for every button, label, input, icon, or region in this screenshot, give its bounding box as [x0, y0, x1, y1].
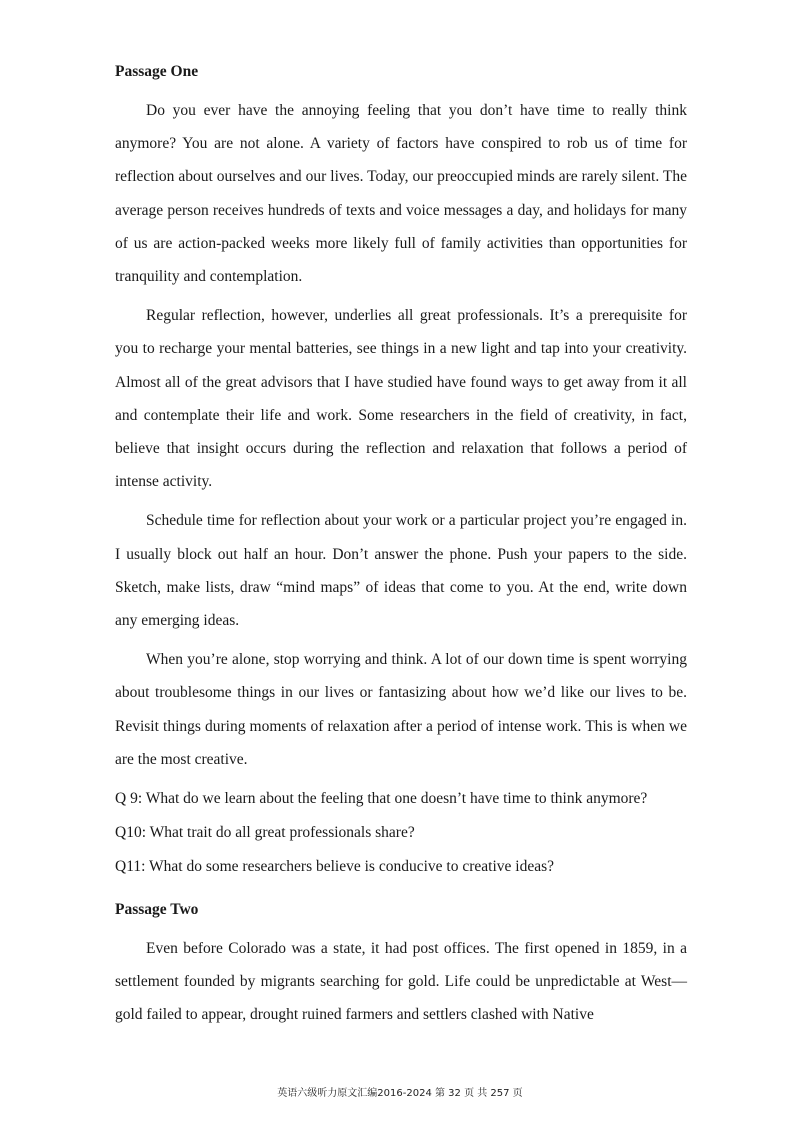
paragraph: When you’re alone, stop worrying and think. A lot of our down time is spent worrying about troublesome things in our lives or fantasizing about how we’d like our lives to be. Revisit things during moments of relaxation after a period of intense work. This is when we are the most creative.	[115, 651, 687, 768]
paragraph: Even before Colorado was a state, it had post offices. The first opened in 1859, in a settlement founded by migrants searching for gold. Life could be unpredictable at West—gold failed to appear, drought ruined farmers and settlers clashed with Native	[115, 940, 687, 1024]
passage-one-heading: Passage One	[115, 63, 199, 80]
question-q11: Q11: What do some researchers believe is conducive to creative ideas?	[115, 858, 554, 876]
question-q9: Q 9: What do we learn about the feeling that one doesn’t have time to think anymore?	[115, 790, 648, 808]
paragraph: Schedule time for reflection about your work or a particular project you’re engaged in. I usually block out half an hour. Don’t answer the phone. Push your papers to the side. Sketch, make lists, draw “mind maps” of ideas that come to you. At the end, write down any emerging ideas.	[115, 512, 687, 630]
paragraph: Do you ever have the annoying feeling that you don’t have time to really think anymore? You are not alone. A variety of factors have conspired to rob us of time for reflection about ourselves and our lives. Today, our preoccupied minds are rarely silent. The average person receives hundreds of texts and voice messages a day, and holidays for many of us are action-packed weeks more likely full of family activities than opportunities for tranquility and contemplation.	[115, 102, 687, 286]
question-q10: Q10: What trait do all great professionals share?	[115, 824, 415, 842]
paragraph: Regular reflection, however, underlies all great professionals. It’s a prerequisite for you to recharge your mental batteries, see things in a new light and tap into your creativity. Almost all of the great advisors that I have studied have found ways to get away from it all and contemplate their life and work. Some researchers in the field of creativity, in fact, believe that insight occurs during the reflection and relaxation that follows a period of intense activity.	[115, 307, 687, 491]
document-page	[115, 62, 687, 1038]
question-list	[115, 782, 687, 884]
page-footer: 英语六级听力原文汇编2016-2024 第 32 页 共 257 页	[277, 1088, 523, 1099]
passage-two-heading: Passage Two	[115, 901, 199, 919]
